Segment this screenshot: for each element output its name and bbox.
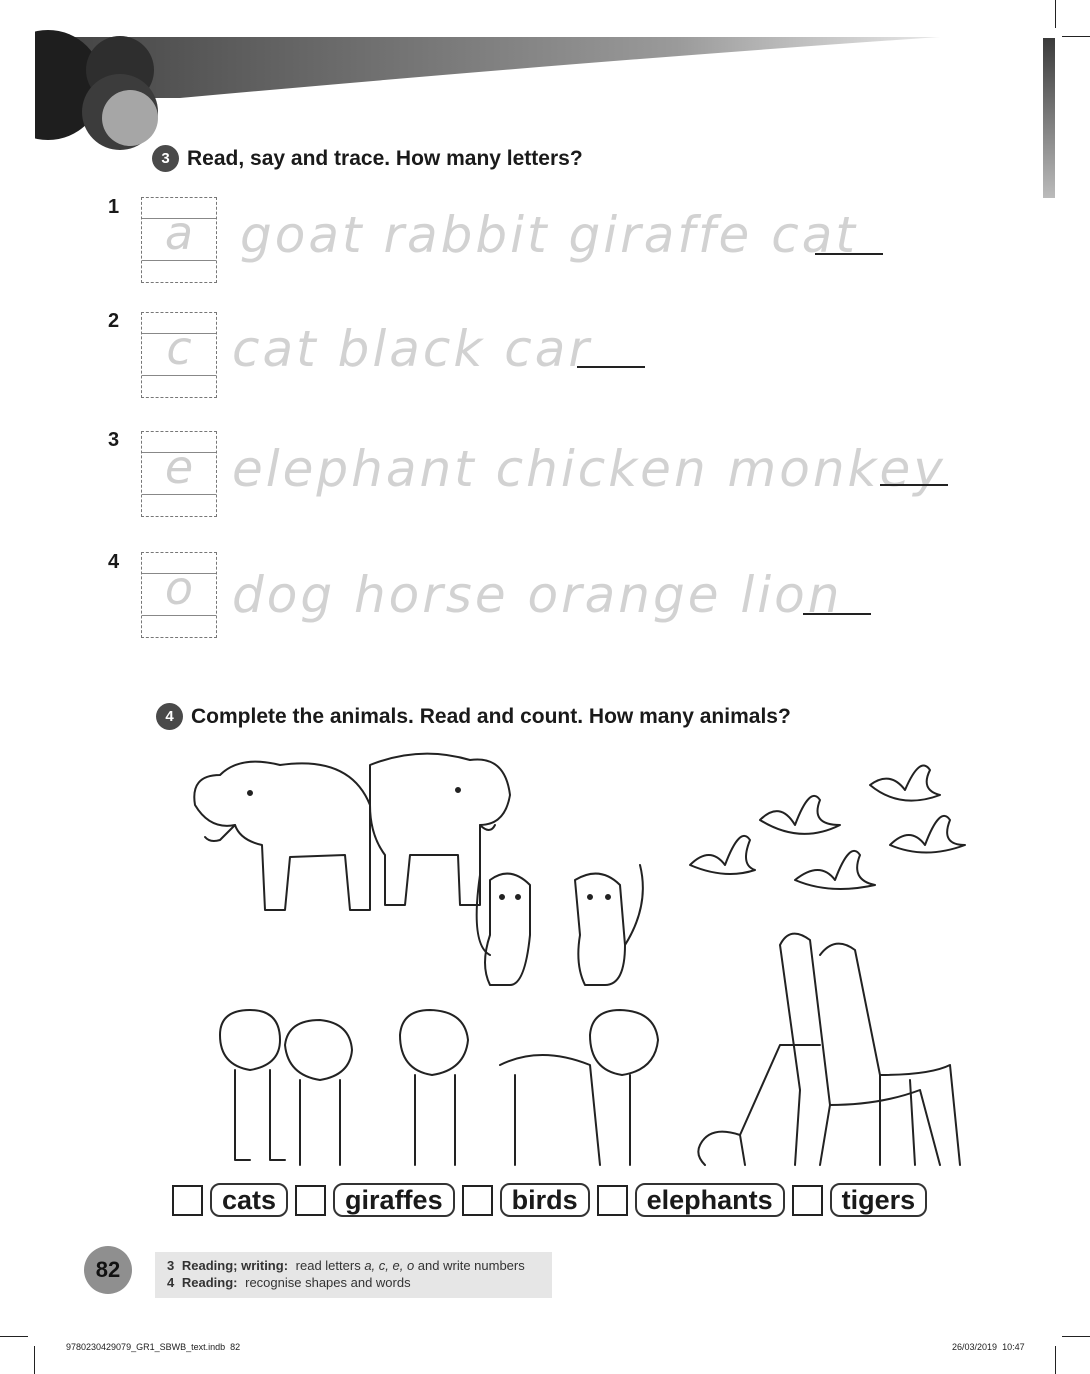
letter-trace-box[interactable] — [141, 197, 217, 283]
trace-words[interactable]: elephant chicken monkey — [232, 440, 946, 498]
trace-words[interactable]: dog horse orange lion — [232, 566, 843, 624]
count-answer-box[interactable] — [462, 1185, 493, 1216]
exercise-number-badge: 3 — [152, 145, 179, 172]
letter-trace-box[interactable] — [141, 431, 217, 517]
side-tab — [1043, 38, 1055, 198]
trace-letter: o — [164, 561, 194, 615]
count-answer-box[interactable] — [295, 1185, 326, 1216]
word-label: cats — [210, 1183, 288, 1217]
objective-text: and write numbers — [414, 1258, 525, 1273]
giraffe-drawing — [780, 934, 940, 1165]
footer-date: 26/03/2019 — [952, 1342, 998, 1352]
cat-drawing — [575, 865, 643, 985]
trace-letter: c — [166, 321, 192, 375]
tiger-drawing — [500, 1010, 658, 1165]
bird-drawing — [870, 766, 940, 801]
count-answer-box[interactable] — [597, 1185, 628, 1216]
objective-skill: Reading; writing: — [181, 1258, 289, 1273]
objective-line — [167, 1258, 540, 1273]
tiger-drawing — [285, 1020, 352, 1165]
crop-mark — [1055, 1346, 1056, 1374]
crop-mark — [0, 1336, 28, 1337]
giraffe-drawing — [698, 1045, 820, 1165]
animals-illustration — [180, 745, 980, 1185]
word-label: giraffes — [333, 1183, 455, 1217]
exercise-3-title — [152, 145, 583, 172]
trace-letter: e — [164, 440, 194, 494]
footer-page: 82 — [230, 1342, 241, 1352]
crop-mark — [1062, 1336, 1090, 1337]
footer-file-info — [66, 1342, 240, 1352]
objective-skill: Reading: — [181, 1275, 238, 1290]
objective-line — [167, 1275, 540, 1290]
word-label: elephants — [635, 1183, 785, 1217]
row-number: 2 — [108, 310, 120, 332]
footer-time: 10:47 — [1002, 1342, 1025, 1352]
page-number: 82 — [84, 1246, 132, 1294]
animal-word-row — [172, 1183, 934, 1217]
footer-timestamp — [952, 1342, 1025, 1352]
row-number: 4 — [108, 551, 120, 573]
letter-trace-box[interactable] — [141, 312, 217, 398]
objective-number: 3 — [167, 1258, 175, 1273]
bird-drawing — [795, 851, 875, 889]
count-answer-box[interactable] — [172, 1185, 203, 1216]
bird-drawing — [760, 796, 840, 834]
elephant-drawing — [194, 762, 370, 910]
letter-trace-box[interactable] — [141, 552, 217, 638]
count-answer-box[interactable] — [792, 1185, 823, 1216]
crop-mark — [34, 1346, 35, 1374]
answer-line[interactable] — [815, 253, 883, 255]
tiger-drawing — [400, 1010, 468, 1165]
trace-words[interactable]: cat black car — [232, 320, 592, 378]
row-number: 3 — [108, 429, 120, 451]
cat-drawing — [477, 874, 530, 985]
trace-letter: a — [164, 206, 194, 260]
word-label: tigers — [830, 1183, 928, 1217]
tiger-drawing — [220, 1010, 285, 1160]
objective-number: 4 — [167, 1275, 175, 1290]
giraffe-drawing — [820, 944, 960, 1165]
exercise-4-title — [156, 703, 791, 730]
answer-line[interactable] — [803, 613, 871, 615]
objective-text: read letters — [295, 1258, 365, 1273]
objective-text: recognise shapes and words — [245, 1275, 411, 1290]
objective-letters: a, c, e, o — [364, 1258, 415, 1273]
exercise-instruction: Read, say and trace. How many letters? — [187, 146, 583, 170]
learning-objectives — [155, 1252, 552, 1298]
exercise-number-badge: 4 — [156, 703, 183, 730]
trace-words[interactable]: goat rabbit giraffe cat — [240, 206, 858, 264]
answer-line[interactable] — [880, 484, 948, 486]
answer-line[interactable] — [577, 366, 645, 368]
word-label: birds — [500, 1183, 590, 1217]
bird-drawing — [890, 816, 965, 853]
row-number: 1 — [108, 196, 120, 218]
footer-filename: 9780230429079_GR1_SBWB_text.indb — [66, 1342, 226, 1352]
exercise-instruction: Complete the animals. Read and count. How many animals? — [191, 704, 791, 728]
bird-drawing — [690, 836, 755, 874]
